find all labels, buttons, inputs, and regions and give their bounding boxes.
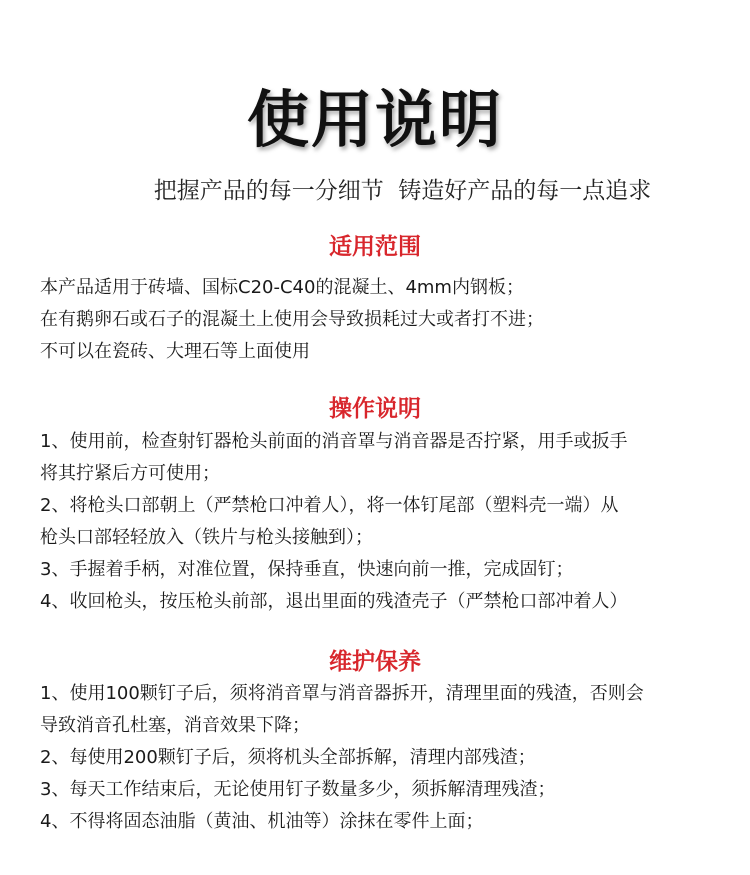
scope-line: 本产品适用于砖墙、国标C20-C40的混凝土、4mm内钢板； (40, 277, 524, 298)
section-heading-operation: 操作说明 (329, 396, 421, 422)
section-heading-scope: 适用范围 (329, 234, 421, 260)
maintenance-line: 导致消音孔杜塞，消音效果下降； (40, 715, 310, 736)
operation-line: 3、手握着手柄，对准位置，保持垂直，快速向前一推，完成固钉； (40, 559, 574, 580)
section-body-maintenance (40, 678, 740, 838)
page-subtitle: 把握产品的每一分细节 铸造好产品的每一点追求 (153, 178, 652, 204)
maintenance-line: 2、每使用200颗钉子后，须将机头全部拆解，清理内部残渣； (40, 747, 536, 768)
operation-line: 4、收回枪头，按压枪头前部，退出里面的残渣壳子（严禁枪口部冲着人） (40, 591, 628, 612)
operation-line: 枪头口部轻轻放入（铁片与枪头接触到）； (40, 527, 373, 548)
section-heading-maintenance: 维护保养 (329, 649, 421, 675)
scope-line: 不可以在瓷砖、大理石等上面使用 (40, 341, 310, 362)
maintenance-line: 3、每天工作结束后，无论使用钉子数量多少，须拆解清理残渣； (40, 779, 556, 800)
operation-line: 将其拧紧后方可使用； (40, 463, 220, 484)
scope-line: 在有鹅卵石或石子的混凝土上使用会导致损耗过大或者打不进； (40, 309, 544, 330)
maintenance-line: 4、不得将固态油脂（黄油、机油等）涂抹在零件上面； (40, 811, 484, 832)
section-body-scope (40, 272, 740, 368)
operation-line: 1、使用前，检查射钉器枪头前面的消音罩与消音器是否拧紧，用手或扳手 (40, 431, 628, 452)
page-title: 使用说明 (246, 83, 503, 156)
operation-line: 2、将枪头口部朝上（严禁枪口冲着人），将一体钉尾部（塑料壳一端）从 (40, 495, 619, 516)
section-body-operation (40, 426, 740, 618)
maintenance-line: 1、使用100颗钉子后，须将消音罩与消音器拆开，清理里面的残渣，否则会 (40, 683, 644, 704)
